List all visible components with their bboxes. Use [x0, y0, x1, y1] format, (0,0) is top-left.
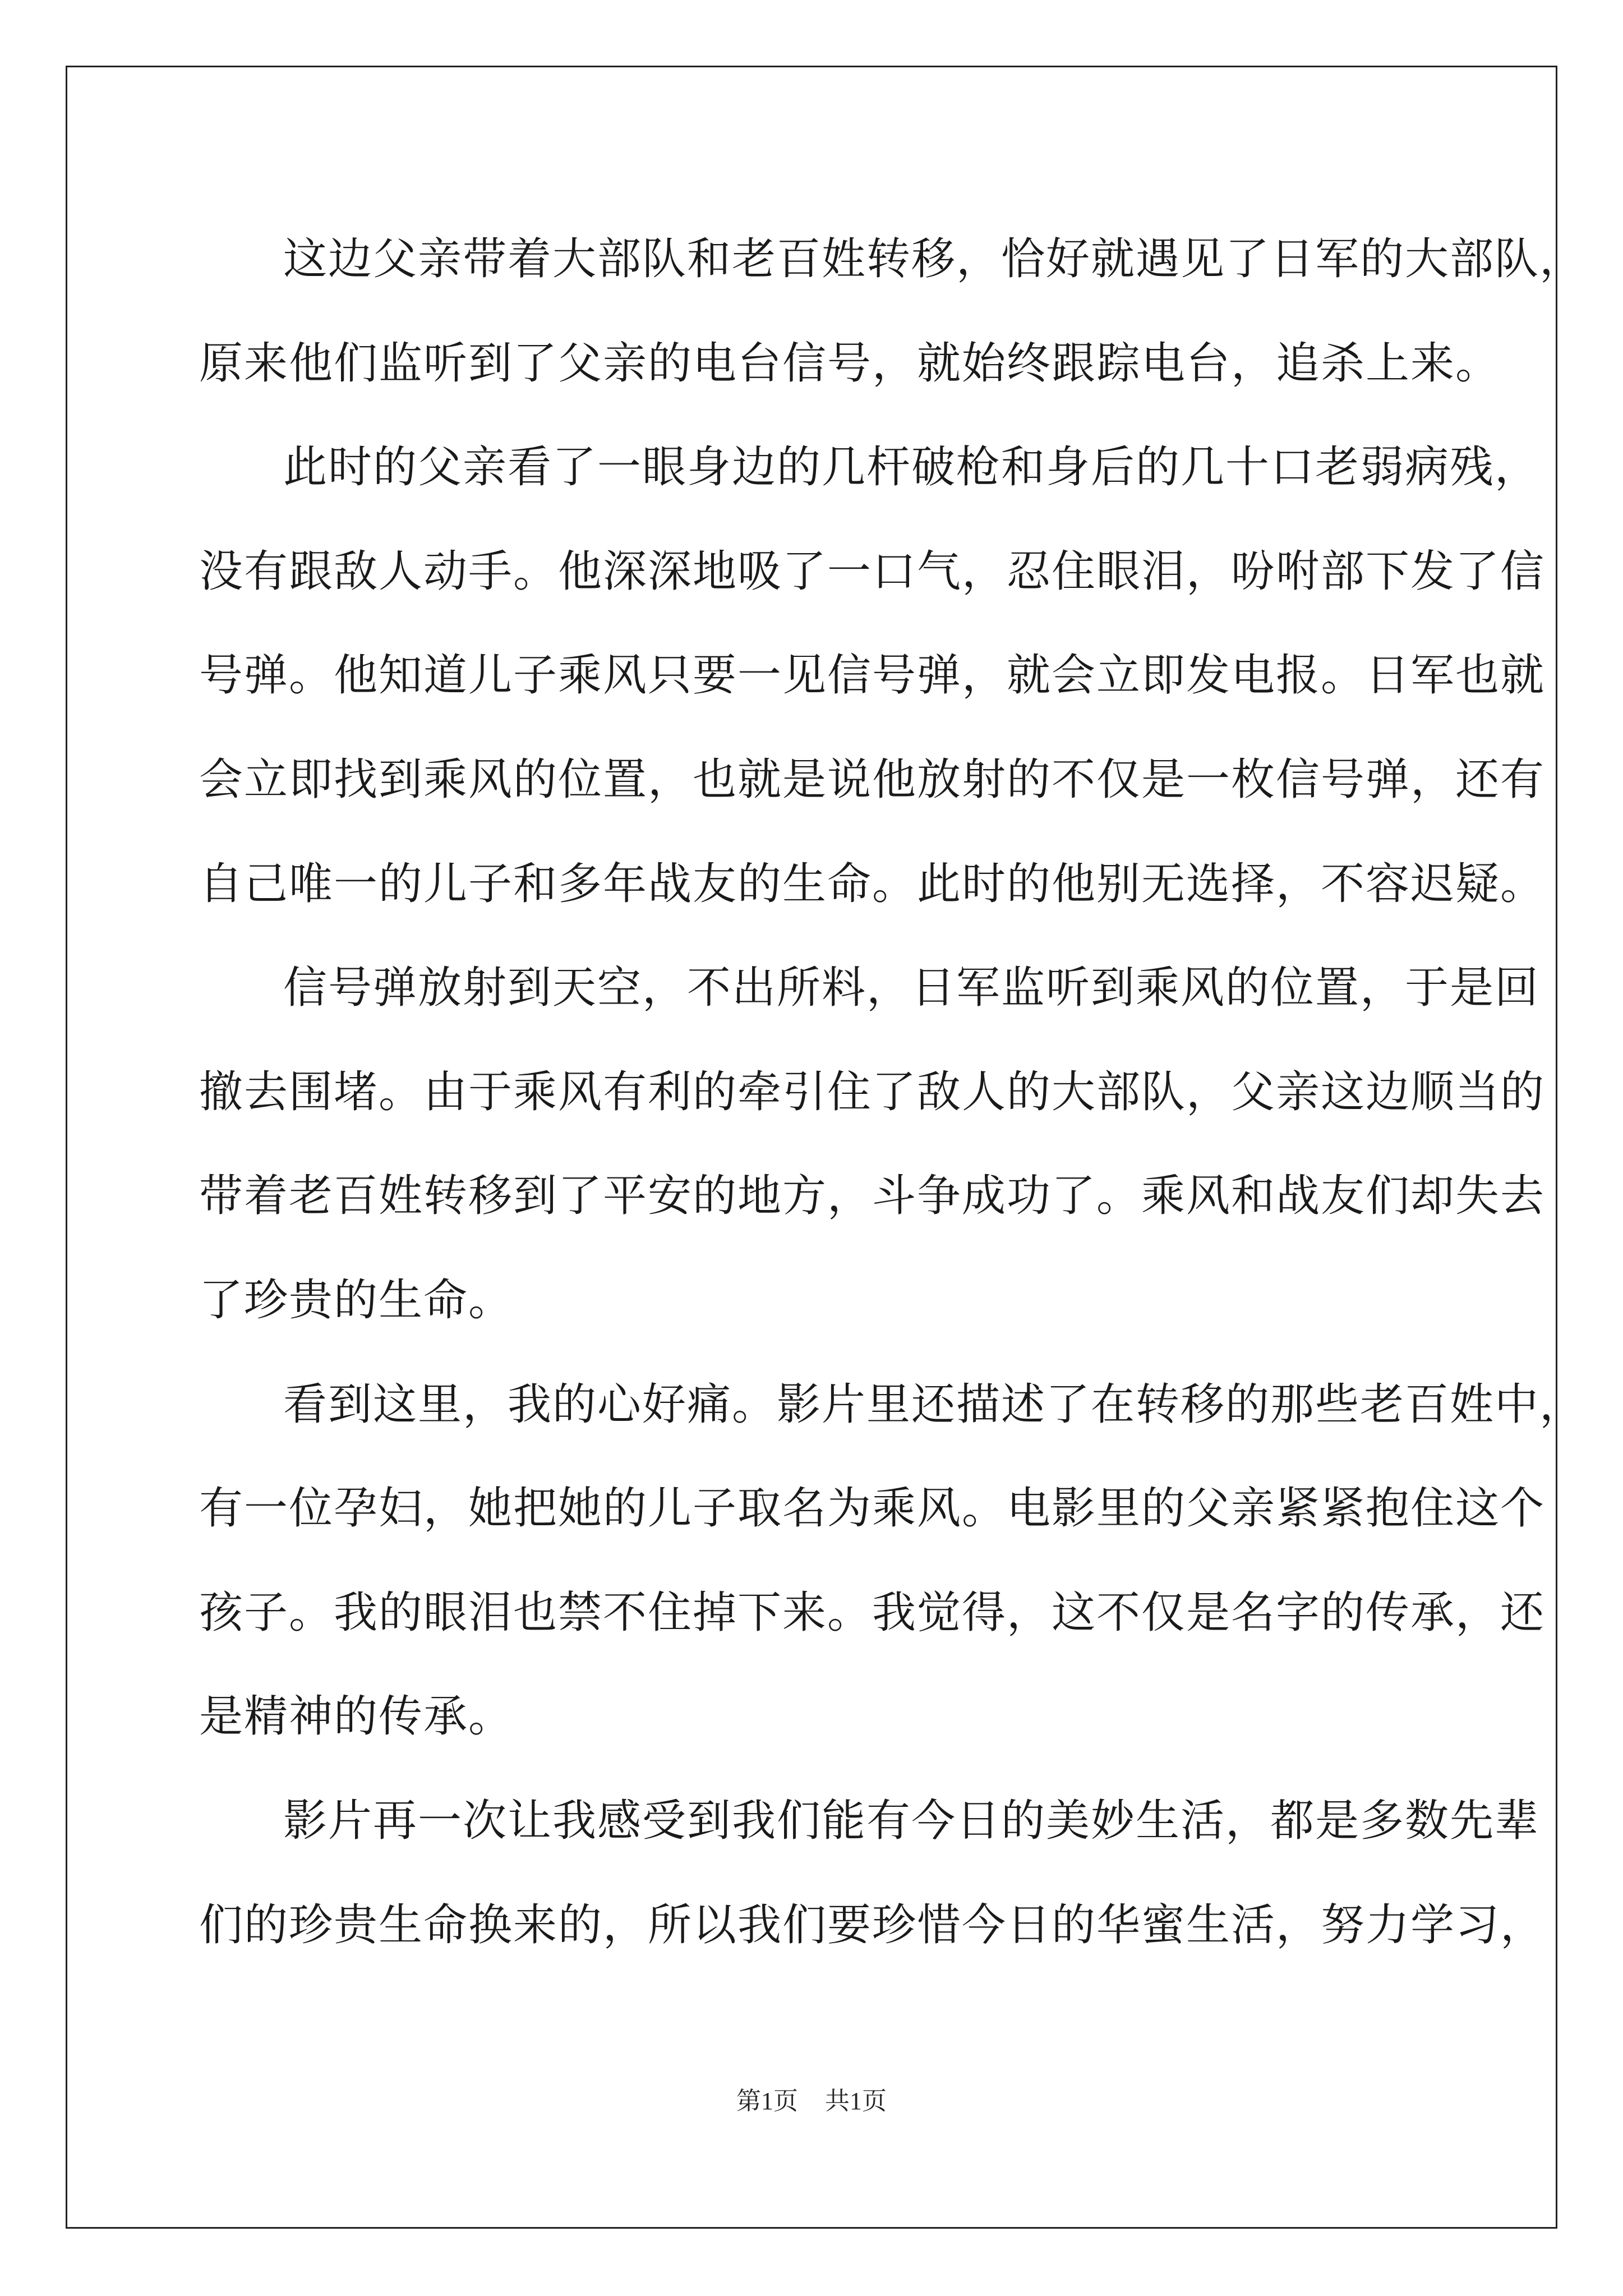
- page-number-total: 共1页: [825, 2087, 887, 2115]
- text-line: 号弹。他知道儿子乘风只要一见信号弹，就会立即发电报。日军也就: [199, 650, 1546, 701]
- text-line: 自己唯一的儿子和多年战友的生命。此时的他别无选择，不容迟疑。: [199, 858, 1546, 909]
- text-line: 会立即找到乘风的位置，也就是说他放射的不仅是一枚信号弹，还有: [199, 754, 1546, 805]
- text-line: 了珍贵的生命。: [199, 1274, 514, 1326]
- text-line: 带着老百姓转移到了平安的地方，斗争成功了。乘风和战友们却失去: [199, 1171, 1546, 1222]
- text-line: 影片再一次让我感受到我们能有今日的美妙生活，都是多数先辈: [283, 1795, 1540, 1846]
- text-line: 没有跟敌人动手。他深深地吸了一口气，忍住眼泪，吩咐部下发了信: [199, 546, 1546, 597]
- page-number-current: 第1页: [736, 2087, 798, 2115]
- text-line: 有一位孕妇，她把她的儿子取名为乘风。电影里的父亲紧紧抱住这个: [199, 1483, 1546, 1534]
- document-body: [199, 208, 1585, 1977]
- text-line: 是精神的传承。: [199, 1691, 514, 1742]
- text-line: 这边父亲带着大部队和老百姓转移，恰好就遇见了日军的大部队，: [283, 234, 1585, 284]
- text-line: 此时的父亲看了一眼身边的几杆破枪和身后的几十口老弱病残，: [283, 442, 1540, 493]
- text-line: 孩子。我的眼泪也禁不住掉下来。我觉得，这不仅是名字的传承，还: [199, 1587, 1546, 1638]
- text-line: 原来他们监听到了父亲的电台信号，就始终跟踪电台，追杀上来。: [199, 338, 1501, 389]
- page-footer: [0, 2085, 1623, 2118]
- text-line: 看到这里，我的心好痛。影片里还描述了在转移的那些老百姓中，: [283, 1379, 1585, 1430]
- text-line: 信号弹放射到天空，不出所料，日军监听到乘风的位置，于是回: [283, 963, 1540, 1014]
- text-line: 们的珍贵生命换来的，所以我们要珍惜今日的华蜜生活，努力学习，: [199, 1899, 1546, 1950]
- text-line: 撤去围堵。由于乘风有利的牵引住了敌人的大部队，父亲这边顺当的: [199, 1066, 1546, 1117]
